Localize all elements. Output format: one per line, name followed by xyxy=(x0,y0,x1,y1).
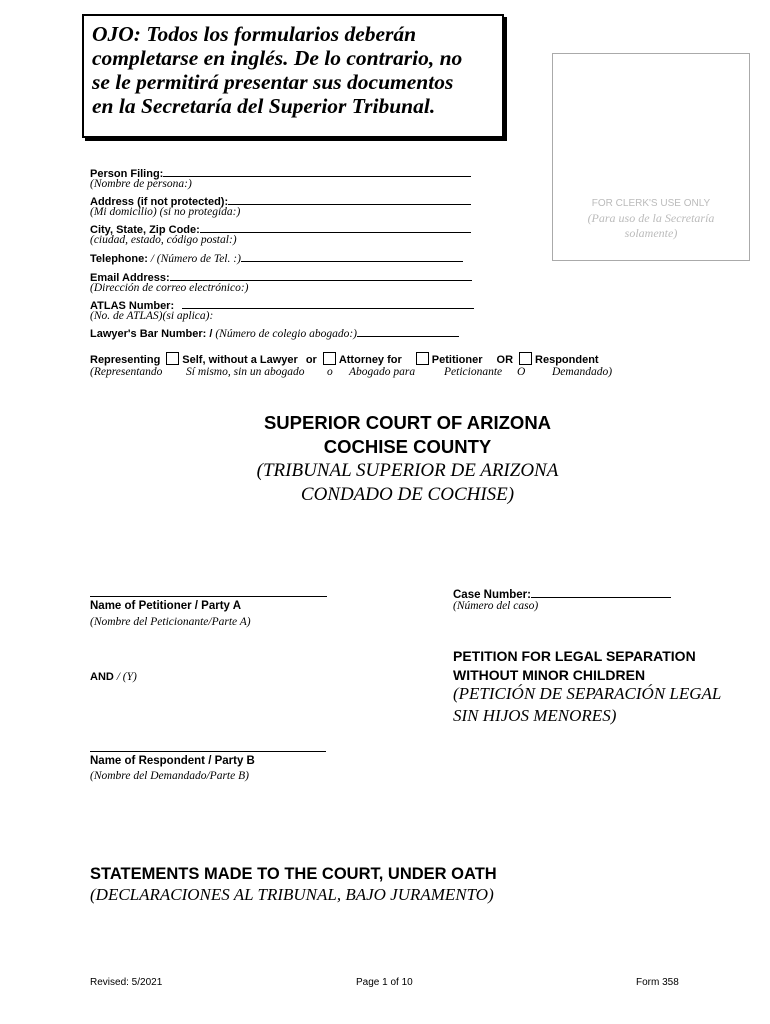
warning-line: en la Secretaría del Superior Tribunal. xyxy=(92,94,436,118)
attorney-label: Attorney for xyxy=(338,354,402,366)
address-label-es: (Mi domicilio) (si no protegida:) xyxy=(90,206,241,218)
person-filing-label-es: (Nombre de persona:) xyxy=(90,178,192,190)
person-filing-line[interactable] xyxy=(163,165,471,177)
case-number-label: Case Number: xyxy=(453,589,531,601)
or-label-es: o xyxy=(327,366,333,378)
self-label: Self, without a Lawyer xyxy=(182,354,298,366)
atlas-label: ATLAS Number: xyxy=(90,300,175,312)
warning-line: se le permitirá presentar sus documentos xyxy=(92,70,454,94)
warning-line: completarse en inglés. De lo contrario, no xyxy=(92,46,463,70)
county-name-es: CONDADO DE COCHISE) xyxy=(300,484,515,505)
respondent-label-es: (Nombre del Demandado/Parte B) xyxy=(90,770,249,782)
and-label: AND xyxy=(90,671,114,683)
bar-number-line[interactable] xyxy=(357,325,459,337)
statements-title-es: (DECLARACIONES AL TRIBUNAL, BAJO JURAMENTO) xyxy=(90,885,494,904)
representing-label: Representing xyxy=(90,354,161,366)
respondent-name-line[interactable] xyxy=(90,751,326,752)
petition-title-line2: WITHOUT MINOR CHILDREN xyxy=(453,667,646,683)
respondent-label: Respondent xyxy=(535,354,599,366)
telephone-line[interactable] xyxy=(241,250,463,262)
self-checkbox[interactable] xyxy=(166,352,179,365)
atlas-label-es: (No. de ATLAS)(si aplica): xyxy=(90,310,214,322)
representing-label-es: (Representando xyxy=(90,366,163,378)
petitioner-label-es: Peticionante xyxy=(444,366,503,378)
petitioner-label-es: (Nombre del Peticionante/Parte A) xyxy=(90,616,251,628)
court-name-es: (TRIBUNAL SUPERIOR DE ARIZONA xyxy=(256,460,559,481)
clerk-use-box xyxy=(552,53,750,261)
petitioner-name-line[interactable] xyxy=(90,596,327,597)
city-label: City, State, Zip Code: xyxy=(90,224,200,236)
petition-title-es-line1: (PETICIÓN DE SEPARACIÓN LEGAL xyxy=(453,684,722,703)
petitioner-label: Petitioner xyxy=(431,354,483,366)
telephone-label: Telephone: xyxy=(90,253,148,265)
petitioner-label: Name of Petitioner / Party A xyxy=(90,600,242,612)
self-label-es: Sí mismo, sin un abogado xyxy=(186,366,305,378)
respondent-checkbox[interactable] xyxy=(519,352,532,365)
revised-date: Revised: 5/2021 xyxy=(90,977,163,988)
petitioner-checkbox[interactable] xyxy=(416,352,429,365)
or-label-2-es: O xyxy=(517,366,526,378)
telephone-label-es: / (Número de Tel. :) xyxy=(147,253,241,265)
address-label: Address (if not protected): xyxy=(90,196,229,208)
clerk-label: FOR CLERK'S USE ONLY xyxy=(591,198,711,209)
respondent-label-es: Demandado) xyxy=(552,366,613,378)
email-label-es: (Dirección de correo electrónico:) xyxy=(90,282,249,294)
person-filing-label: Person Filing: xyxy=(90,168,164,180)
bar-number-label: Lawyer's Bar Number: / xyxy=(90,328,213,340)
form-number: Form 358 xyxy=(636,977,679,988)
statements-title: STATEMENTS MADE TO THE COURT, UNDER OATH xyxy=(90,865,497,883)
telephone-field[interactable] xyxy=(90,249,463,267)
petition-title-es-line2: SIN HIJOS MENORES) xyxy=(453,706,617,725)
petition-title-line1: PETITION FOR LEGAL SEPARATION xyxy=(453,648,696,664)
email-label: Email Address: xyxy=(90,272,170,284)
and-label-group xyxy=(90,667,137,685)
atlas-line[interactable] xyxy=(182,297,474,309)
case-number-label-es: (Número del caso) xyxy=(453,600,539,612)
or-label: or xyxy=(305,354,317,366)
attorney-label-es: Abogado para xyxy=(349,366,416,378)
respondent-label: Name of Respondent / Party B xyxy=(90,755,255,767)
clerk-label-es-line: (Para uso de la Secretaría xyxy=(587,211,715,225)
attorney-checkbox[interactable] xyxy=(323,352,336,365)
spanish-warning-box xyxy=(82,14,504,138)
city-label-es: (ciudad, estado, código postal:) xyxy=(90,234,237,246)
or-label-2: OR xyxy=(496,354,514,366)
clerk-label-es xyxy=(553,211,749,241)
county-name: COCHISE COUNTY xyxy=(323,436,492,457)
bar-number-field[interactable] xyxy=(90,324,459,342)
clerk-label-es-line: solamente) xyxy=(624,226,678,240)
warning-line: OJO: Todos los formularios deberán xyxy=(92,22,417,46)
and-label-es: / (Y) xyxy=(113,671,137,683)
court-name: SUPERIOR COURT OF ARIZONA xyxy=(263,412,552,433)
case-number-line[interactable] xyxy=(531,586,671,598)
email-line[interactable] xyxy=(170,269,472,281)
bar-number-label-es: (Número de colegio abogado:) xyxy=(212,328,358,340)
page-number: Page 1 of 10 xyxy=(356,977,413,988)
address-line[interactable] xyxy=(228,193,471,205)
city-line[interactable] xyxy=(200,221,471,233)
